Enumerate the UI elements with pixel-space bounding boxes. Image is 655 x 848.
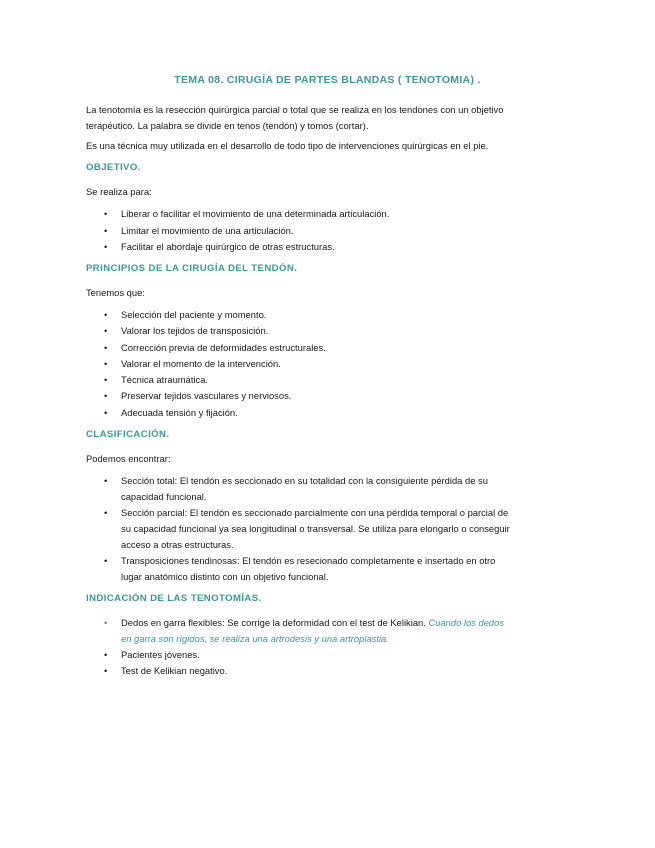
paragraph-definition: La tenotomía es la resección quirúrgica parcial o total que se realiza en los tendones con un objetivo terapéutico. La palabra se divide en tenos (tendón) y tomos (cortar).: [86, 104, 504, 131]
list-principios: [86, 307, 516, 421]
list-item: • Pacientes jóvenes.: [86, 647, 516, 663]
bullet-icon: •: [104, 309, 108, 320]
section-heading-principios: PRINCIPIOS DE LA CIRUGÍA DEL TENDÓN.: [86, 263, 298, 274]
bullet-icon: •: [104, 341, 108, 353]
section-heading-indicacion: INDICACIÓN DE LAS TENOTOMÍAS.: [86, 592, 262, 604]
list-item: • Test de Kelikian negativo.: [86, 663, 516, 679]
bullet-icon: •: [104, 554, 108, 566]
bullet-icon: •: [104, 224, 108, 236]
bullet-icon: •: [104, 406, 108, 418]
bullet-icon: •: [104, 616, 108, 628]
accent-note: Cuando los dedos en garra son rígidos, se realiza una artrodesis y una artroplastia.: [121, 616, 505, 644]
list-item: • Valorar el momento de la intervención.: [86, 356, 516, 372]
section-heading-clasificacion: CLASIFICACIÓN.: [86, 428, 170, 440]
list-item: • Técnica atraumática.: [86, 372, 516, 388]
bullet-icon: •: [104, 390, 108, 402]
list-objetivo: [86, 206, 516, 255]
bullet-icon: •: [104, 357, 108, 369]
list-item: • Transposiciones tendinosas: El tendón es resecionado completamente e insertado en otro lugar anatómico distinto con un objetivo funcional.: [104, 554, 496, 582]
section-intro-clasificacion: Podemos encontrar:: [86, 452, 171, 464]
document-body: [86, 102, 516, 685]
bullet-icon: •: [104, 325, 108, 337]
list-item: • Limitar el movimiento de una articulación.: [86, 223, 516, 239]
document-title: TEMA 08. CIRUGÍA DE PARTES BLANDAS ( TENOTOMIA) .: [174, 74, 481, 86]
section-heading-objetivo: OBJETIVO.: [86, 162, 141, 173]
bullet-icon: •: [104, 474, 108, 486]
list-indicacion: [86, 615, 516, 679]
list-item: • Adecuada tensión y fijación.: [86, 405, 516, 421]
list-item: • Corrección previa de deformidades estructurales.: [86, 340, 516, 356]
list-item: • Preservar tejidos vasculares y nerviosos.: [86, 388, 516, 404]
bullet-icon: •: [104, 208, 108, 219]
list-item: • Liberar o facilitar el movimiento de una determinada articulación.: [86, 206, 516, 222]
paragraph-usage: Es una técnica muy utilizada en el desarrollo de todo tipo de intervenciones quirúrgicas en el pie.: [86, 140, 489, 151]
list-item: • Facilitar el abordaje quirúrgico de otras estructuras.: [86, 239, 516, 255]
list-item: • Sección total: El tendón es seccionado en su totalidad con la consiguiente pérdida de su capacidad funcional.: [104, 474, 488, 502]
section-intro-objetivo: Se realiza para:: [86, 186, 152, 197]
list-item: • Selección del paciente y momento.: [86, 307, 516, 323]
list-clasificacion: [86, 473, 516, 585]
bullet-icon: •: [104, 648, 108, 660]
bullet-icon: •: [104, 241, 108, 252]
list-item: • Dedos en garra flexibles: Se corrige la deformidad con el test de Kelikian. Cuando los dedos en garra son rígidos, se realiza una artrodesis y una artroplastia.: [104, 616, 505, 644]
section-intro-principios: Tenemos que:: [86, 287, 145, 298]
bullet-icon: •: [104, 506, 108, 518]
bullet-icon: •: [104, 374, 108, 386]
list-item: • Valorar los tejidos de transposición.: [86, 323, 516, 339]
list-item: • Sección parcial: El tendón es seccionado parcialmente con una pérdida temporal o parcial de su capacidad funcional ya sea longitudinal o transversal. Se utiliza para elongarlo o conseguir acceso a otras estructuras.: [104, 506, 510, 550]
bullet-icon: •: [104, 664, 108, 676]
